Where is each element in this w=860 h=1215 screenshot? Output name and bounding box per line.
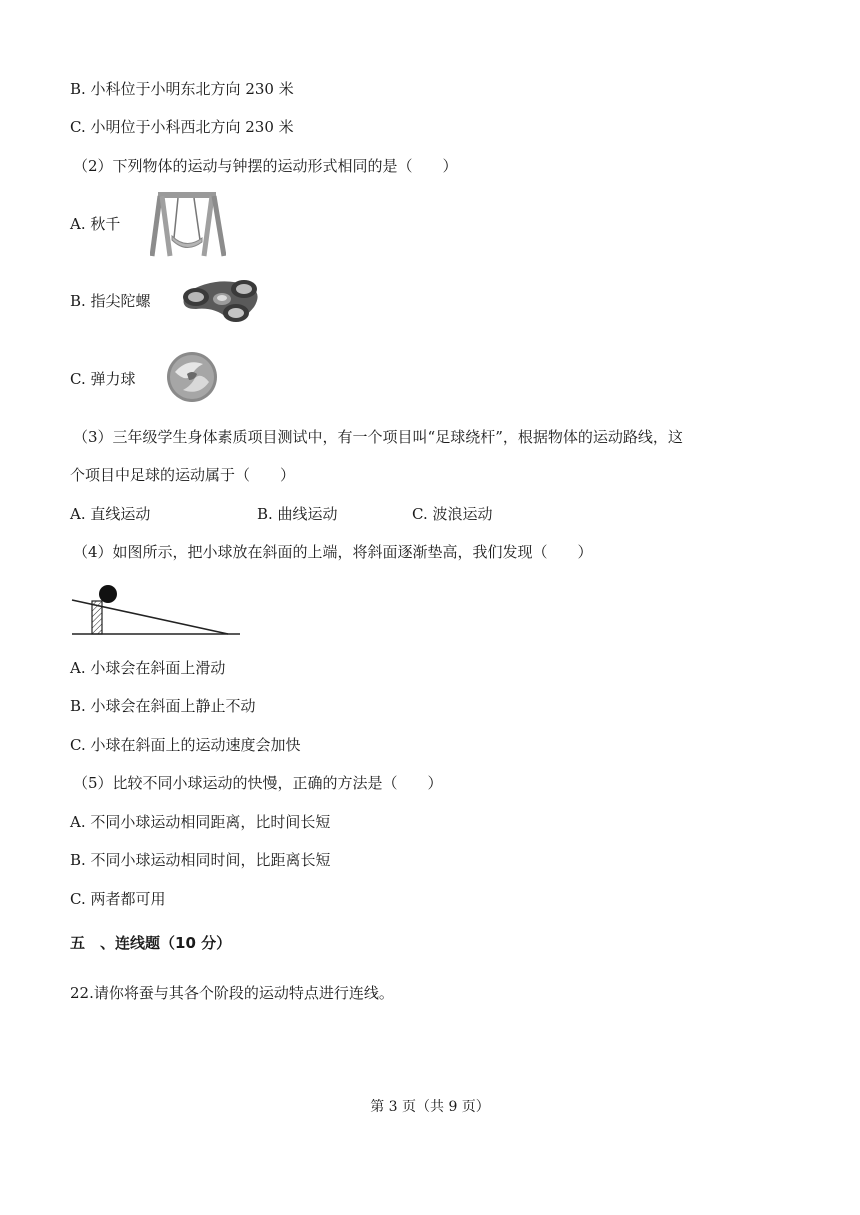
question-3-line-2: 个项目中足球的运动属于（ ）	[70, 466, 296, 484]
line-b-option: B. 小科位于小明东北方向 230 米	[70, 80, 294, 98]
bouncy-ball-icon	[165, 350, 219, 404]
q3-options	[70, 504, 670, 524]
question-2: （2）下列物体的运动与钟摆的运动形式相同的是（ ）	[73, 157, 458, 175]
swing-icon	[150, 190, 226, 258]
q3-option-c: C. 波浪运动	[412, 505, 493, 523]
q5-option-a: A. 不同小球运动相同距离，比时间长短	[70, 813, 331, 831]
q2-option-a: A. 秋千	[70, 215, 121, 233]
q2-option-b: B. 指尖陀螺	[70, 292, 151, 310]
question-22: 22.请你将蚕与其各个阶段的运动特点进行连线。	[70, 984, 394, 1002]
section-5-heading: 五 、连线题（10 分）	[70, 934, 232, 952]
question-4: （4）如图所示，把小球放在斜面的上端，将斜面逐渐垫高，我们发现（ ）	[73, 543, 593, 561]
q2-option-c: C. 弹力球	[70, 370, 136, 388]
ramp-diagram	[70, 582, 242, 638]
question-3-line-1: （3）三年级学生身体素质项目测试中，有一个项目叫“足球绕杆”，根据物体的运动路线，这	[73, 428, 683, 446]
q4-option-b: B. 小球会在斜面上静止不动	[70, 697, 256, 715]
question-5: （5）比较不同小球运动的快慢，正确的方法是（ ）	[73, 774, 443, 792]
fidget-spinner-icon	[176, 271, 268, 329]
q3-option-a: A. 直线运动	[70, 505, 151, 523]
page-footer: 第 3 页（共 9 页）	[370, 1099, 490, 1115]
q4-option-a: A. 小球会在斜面上滑动	[70, 659, 226, 677]
q4-option-c: C. 小球在斜面上的运动速度会加快	[70, 736, 301, 754]
q3-option-b: B. 曲线运动	[257, 505, 338, 523]
q5-option-c: C. 两者都可用	[70, 890, 166, 908]
q5-option-b: B. 不同小球运动相同时间，比距离长短	[70, 851, 331, 869]
line-c-option: C. 小明位于小科西北方向 230 米	[70, 118, 294, 136]
